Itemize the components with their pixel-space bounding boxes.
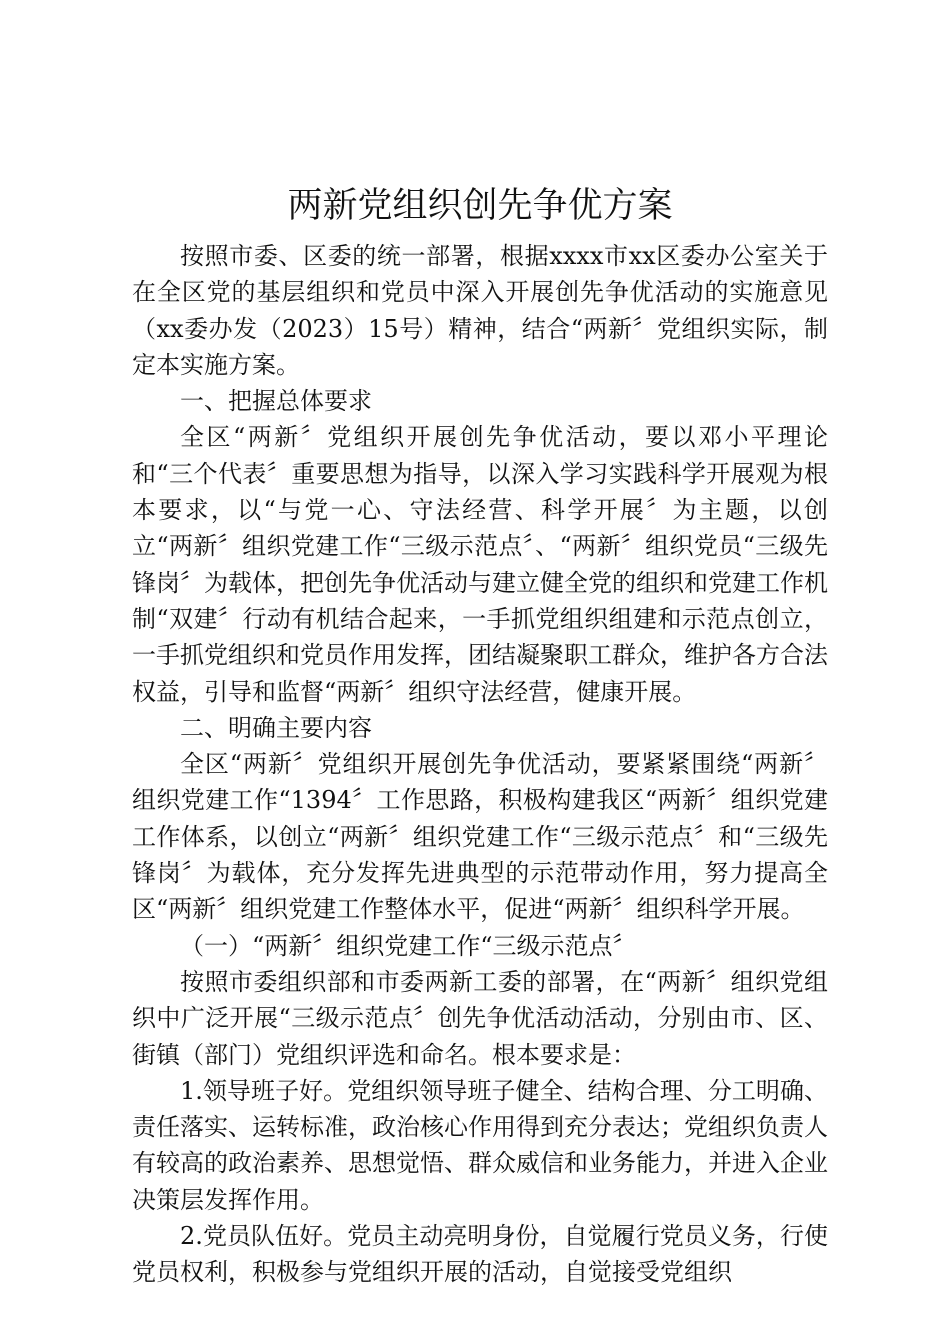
section-1-paragraph: 全区“两新〞党组织开展创先争优活动，要以邓小平理论和“三个代表〞重要思想为指导，以深入学习实践科学开展观为根本要求，以“与党一心、守法经营、科学开展〞为主题，以创立“两新〞组织党建工作“三级示范点〞、“两新〞组织党员“三级先锋岗〞为载体，把创先争优活动与建立健全党的组织和党建工作机制“双建〞行动有机结合起来，一手抓党组织组建和示范点创立，一手抓党组织和党员作用发挥，团结凝聚职工群众，维护各方合法权益，引导和监督“两新〞组织守法经营，健康开展。: [132, 423, 828, 706]
section-heading-1: 一、把握总体要求: [180, 387, 372, 416]
intro-paragraph: 按照市委、区委的统一部署，根据xxxx市xx区委办公室关于在全区党的基层组织和党员中深入开展创先争优活动的实施意见（xx委办发（2023）15号）精神，结合“两新〞党组织实际，制定本实施方案。: [132, 242, 828, 379]
document-title: 两新党组织创先争优方案: [287, 186, 673, 226]
section-2-paragraph: 全区“两新〞党组织开展创先争优活动，要紧紧围绕“两新〞组织党建工作“1394〞工作思路，积极构建我区“两新〞组织党建工作体系，以创立“两新〞组织党建工作“三级示范点〞和“三级先锋岗〞为载体，充分发挥先进典型的示范带动作用，努力提高全区“两新〞组织党建工作整体水平，促进“两新〞组织科学开展。: [132, 750, 828, 924]
section-heading-2: 二、明确主要内容: [180, 713, 372, 742]
requirement-item-1: 1.领导班子好。党组织领导班子健全、结构合理、分工明确、责任落实、运转标准，政治核心作用得到充分表达；党组织负责人有较高的政治素养、思想觉悟、群众威信和业务能力，并进入企业决策层发挥作用。: [132, 1076, 828, 1214]
requirement-item-2: 2.党员队伍好。党员主动亮明身份，自觉履行党员义务，行使党员权利，积极参与党组织开展的活动，自觉接受党组织: [132, 1222, 828, 1287]
document-body: [132, 178, 828, 1291]
subsection-1-paragraph: 按照市委组织部和市委两新工委的部署，在“两新〞组织党组织中广泛开展“三级示范点〞创先争优活动活动，分别由市、区、街镇（部门）党组织评选和命名。根本要求是：: [132, 967, 828, 1069]
subsection-heading-1: （一）“两新〞组织党建工作“三级示范点〞: [180, 931, 637, 960]
